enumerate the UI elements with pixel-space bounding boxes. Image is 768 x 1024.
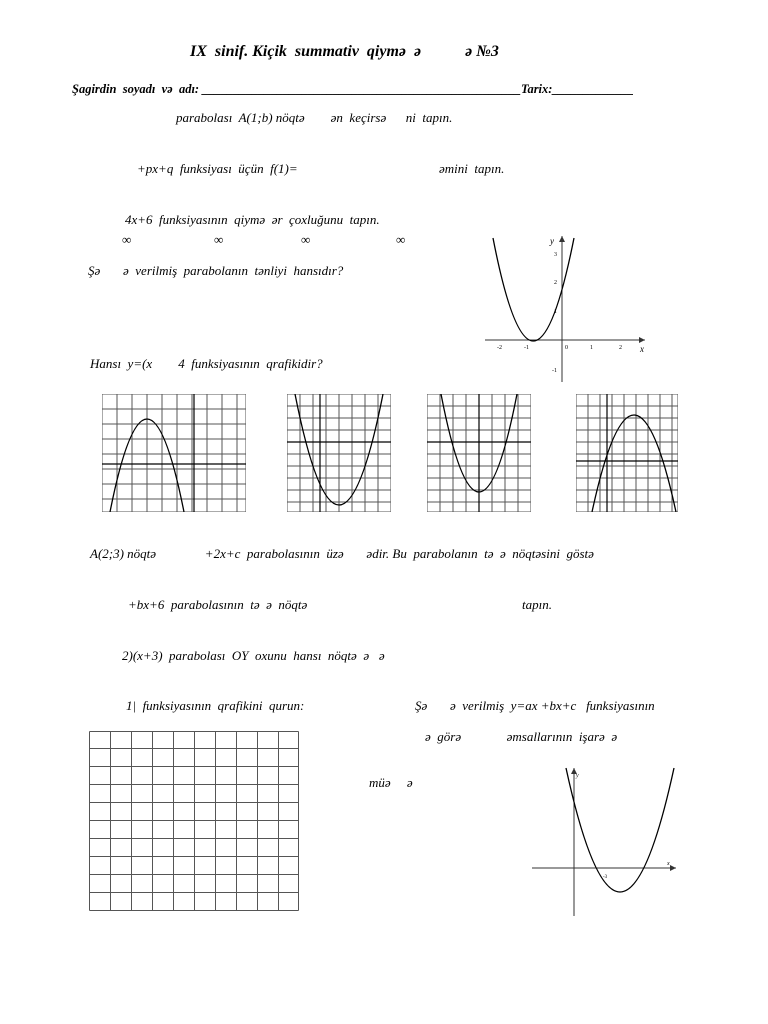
q3-option-d: ∞ [396, 232, 406, 247]
graph-option-2 [287, 394, 391, 512]
question-6: A(2;3) nöqtə +2x+c parabolasının üzə ədir. Bu parabolanın tə ə nöqtəsini göstə [90, 546, 594, 561]
graph-q4-tick-y-3: 3 [554, 252, 557, 258]
graph-q4-y-label: y [550, 236, 554, 246]
graph-q4-tick-x-2: 2 [619, 345, 622, 351]
graph-q4-tick-x-0: 0 [565, 345, 568, 351]
question-3: 4x+6 funksiyasının qiymə ər çoxluğunu tapın. [125, 212, 380, 227]
graph-q4-tick-x-neg2: -2 [497, 345, 502, 351]
question-10-line-2: ə görə əmsallarının işarə ə [425, 729, 618, 744]
question-1: parabolası A(1;b) nöqtə ən keçirsə ni tapın. [176, 110, 453, 125]
graph-q10-parabola [528, 764, 688, 918]
graph-q4-tick-y-2: 2 [554, 280, 557, 286]
graph-option-1 [102, 394, 246, 512]
graph-q10-y-label: y [576, 773, 579, 779]
page-title: IX sinif. Kiçik summativ qiymə ə ə №3 [190, 43, 499, 60]
graph-option-4 [576, 394, 678, 512]
student-name-line: Şagirdin soyadı və adı: ___________________________________________________Tarix:_____________ [72, 82, 634, 96]
question-7-part-b: tapın. [522, 597, 552, 612]
question-4: Şə ə verilmiş parabolanın tənliyi hansıdır? [88, 263, 344, 278]
graph-option-3 [427, 394, 531, 512]
graph-q10-x-label: x [667, 861, 670, 867]
q3-option-a: ∞ [122, 232, 132, 247]
question-7-part-a: +bx+6 parabolasının tə ə nöqtə [128, 597, 308, 612]
q3-option-b: ∞ [214, 232, 224, 247]
question-2-part-b: əmini tapın. [439, 161, 505, 176]
question-10-line-3: müə ə [369, 775, 413, 790]
graph-q4-tick-x-neg1: -1 [524, 345, 529, 351]
graph-q4-tick-y-neg1: -1 [552, 368, 557, 374]
question-5: Hansı y=(x 4 funksiyasının qrafikidir? [90, 356, 323, 371]
q3-option-c: ∞ [301, 232, 311, 247]
question-2-part-a: +px+q funksiyası üçün f(1)= [137, 161, 298, 176]
question-8: 2)(x+3) parabolası OY oxunu hansı nöqtə ə ə [122, 648, 385, 663]
graph-q10-tick-label: -3 [603, 875, 608, 880]
question-9: 1| funksiyasının qrafikini qurun: [126, 698, 305, 713]
question-10-line-1: Şə ə verilmiş y=ax +bx+c funksiyasının [415, 698, 655, 713]
graph-q4-tick-y-1: 1 [554, 309, 557, 315]
graph-q4-parabola [480, 232, 650, 384]
graph-q4-tick-x-1: 1 [590, 345, 593, 351]
graph-q4-x-label: x [640, 344, 644, 354]
drawing-grid[interactable] [89, 731, 299, 911]
